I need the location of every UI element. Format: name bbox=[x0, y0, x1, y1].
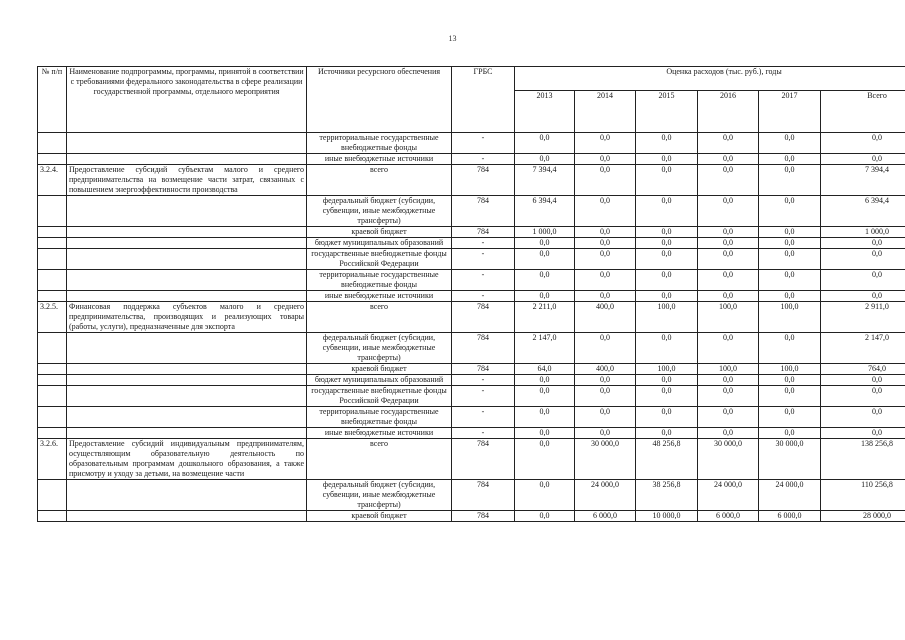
value-cell: 24 000,0 bbox=[575, 480, 636, 511]
row-name bbox=[67, 364, 307, 375]
table-row bbox=[38, 238, 905, 249]
value-cell: 0,0 bbox=[698, 238, 759, 249]
value-cell: 0,0 bbox=[515, 270, 575, 291]
table-row bbox=[38, 196, 905, 227]
table-row bbox=[38, 302, 905, 333]
row-index bbox=[38, 511, 67, 522]
value-cell: 0,0 bbox=[698, 375, 759, 386]
value-cell: 0,0 bbox=[636, 428, 698, 439]
value-cell: 0,0 bbox=[575, 133, 636, 154]
value-cell: 0,0 bbox=[698, 386, 759, 407]
total-cell: 138 256,8 bbox=[821, 439, 905, 480]
value-cell: 0,0 bbox=[759, 407, 821, 428]
value-cell: 0,0 bbox=[575, 270, 636, 291]
value-cell: 0,0 bbox=[636, 291, 698, 302]
table-row bbox=[38, 133, 905, 154]
value-cell: 0,0 bbox=[698, 227, 759, 238]
value-cell: 6 394,4 bbox=[515, 196, 575, 227]
value-cell: 0,0 bbox=[698, 428, 759, 439]
total-cell: 0,0 bbox=[821, 238, 905, 249]
value-cell: 0,0 bbox=[575, 375, 636, 386]
source-cell: иные внебюджетные источники bbox=[307, 291, 452, 302]
value-cell: 48 256,8 bbox=[636, 439, 698, 480]
total-cell: 110 256,8 bbox=[821, 480, 905, 511]
value-cell: 38 256,8 bbox=[636, 480, 698, 511]
value-cell: 0,0 bbox=[698, 165, 759, 196]
value-cell: 0,0 bbox=[515, 249, 575, 270]
value-cell: 0,0 bbox=[636, 154, 698, 165]
row-name bbox=[67, 333, 307, 364]
table-row bbox=[38, 386, 905, 407]
row-name bbox=[67, 480, 307, 511]
grbs-cell: 784 bbox=[452, 439, 515, 480]
source-cell: государственные внебюджетные фонды Российской Федерации bbox=[307, 386, 452, 407]
value-cell: 0,0 bbox=[698, 291, 759, 302]
grbs-cell: - bbox=[452, 249, 515, 270]
row-index bbox=[38, 291, 67, 302]
grbs-cell: - bbox=[452, 270, 515, 291]
value-cell: 10 000,0 bbox=[636, 511, 698, 522]
value-cell: 0,0 bbox=[698, 196, 759, 227]
grbs-cell: 784 bbox=[452, 480, 515, 511]
source-cell: краевой бюджет bbox=[307, 511, 452, 522]
value-cell: 100,0 bbox=[636, 364, 698, 375]
value-cell: 0,0 bbox=[575, 238, 636, 249]
grbs-cell: - bbox=[452, 238, 515, 249]
value-cell: 0,0 bbox=[759, 386, 821, 407]
row-index: 3.2.5. bbox=[38, 302, 67, 333]
table-row bbox=[38, 291, 905, 302]
row-name bbox=[67, 249, 307, 270]
value-cell: 0,0 bbox=[636, 333, 698, 364]
row-name bbox=[67, 386, 307, 407]
grbs-cell: - bbox=[452, 154, 515, 165]
value-cell: 0,0 bbox=[515, 291, 575, 302]
table-row bbox=[38, 407, 905, 428]
value-cell: 0,0 bbox=[636, 227, 698, 238]
value-cell: 0,0 bbox=[575, 291, 636, 302]
table-body bbox=[38, 133, 905, 522]
source-cell: территориальные государственные внебюджетные фонды bbox=[307, 270, 452, 291]
value-cell: 0,0 bbox=[575, 227, 636, 238]
value-cell: 0,0 bbox=[575, 428, 636, 439]
source-cell: территориальные государственные внебюджетные фонды bbox=[307, 407, 452, 428]
total-cell: 1 000,0 bbox=[821, 227, 905, 238]
source-cell: всего bbox=[307, 165, 452, 196]
value-cell: 0,0 bbox=[515, 480, 575, 511]
value-cell: 0,0 bbox=[575, 407, 636, 428]
row-index bbox=[38, 364, 67, 375]
value-cell: 0,0 bbox=[759, 165, 821, 196]
value-cell: 0,0 bbox=[636, 165, 698, 196]
grbs-cell: 784 bbox=[452, 333, 515, 364]
value-cell: 30 000,0 bbox=[698, 439, 759, 480]
value-cell: 0,0 bbox=[759, 428, 821, 439]
grbs-cell: 784 bbox=[452, 165, 515, 196]
value-cell: 0,0 bbox=[515, 375, 575, 386]
total-cell: 0,0 bbox=[821, 154, 905, 165]
value-cell: 0,0 bbox=[636, 375, 698, 386]
row-index bbox=[38, 480, 67, 511]
value-cell: 0,0 bbox=[698, 333, 759, 364]
source-cell: бюджет муниципальных образований bbox=[307, 238, 452, 249]
table-row bbox=[38, 165, 905, 196]
value-cell: 0,0 bbox=[515, 511, 575, 522]
value-cell: 0,0 bbox=[636, 196, 698, 227]
value-cell: 0,0 bbox=[698, 154, 759, 165]
source-cell: государственные внебюджетные фонды Российской Федерации bbox=[307, 249, 452, 270]
row-index bbox=[38, 407, 67, 428]
row-name bbox=[67, 238, 307, 249]
header-year: 2013 bbox=[515, 91, 575, 133]
value-cell: 0,0 bbox=[636, 386, 698, 407]
grbs-cell: - bbox=[452, 428, 515, 439]
source-cell: иные внебюджетные источники bbox=[307, 154, 452, 165]
budget-table bbox=[37, 66, 905, 522]
value-cell: 0,0 bbox=[698, 249, 759, 270]
value-cell: 0,0 bbox=[759, 249, 821, 270]
row-name bbox=[67, 375, 307, 386]
value-cell: 30 000,0 bbox=[759, 439, 821, 480]
row-index bbox=[38, 227, 67, 238]
value-cell: 0,0 bbox=[759, 196, 821, 227]
value-cell: 0,0 bbox=[636, 407, 698, 428]
total-cell: 0,0 bbox=[821, 249, 905, 270]
value-cell: 0,0 bbox=[759, 238, 821, 249]
row-name bbox=[67, 511, 307, 522]
row-index bbox=[38, 270, 67, 291]
value-cell: 0,0 bbox=[759, 375, 821, 386]
row-name: Предоставление субсидий субъектам малого и среднего предпринимательства на возмещение части затрат, связанных с повышением энергоэффективности производства bbox=[67, 165, 307, 196]
row-name bbox=[67, 407, 307, 428]
source-cell: всего bbox=[307, 439, 452, 480]
value-cell: 100,0 bbox=[759, 302, 821, 333]
source-cell: иные внебюджетные источники bbox=[307, 428, 452, 439]
row-index bbox=[38, 375, 67, 386]
grbs-cell: 784 bbox=[452, 511, 515, 522]
value-cell: 24 000,0 bbox=[698, 480, 759, 511]
value-cell: 64,0 bbox=[515, 364, 575, 375]
value-cell: 6 000,0 bbox=[759, 511, 821, 522]
value-cell: 0,0 bbox=[575, 165, 636, 196]
value-cell: 0,0 bbox=[759, 291, 821, 302]
header-year: 2015 bbox=[636, 91, 698, 133]
total-cell: 0,0 bbox=[821, 133, 905, 154]
value-cell: 0,0 bbox=[515, 407, 575, 428]
row-name bbox=[67, 133, 307, 154]
value-cell: 0,0 bbox=[698, 133, 759, 154]
value-cell: 0,0 bbox=[575, 154, 636, 165]
value-cell: 0,0 bbox=[515, 439, 575, 480]
source-cell: федеральный бюджет (субсидии, субвенции, иные межбюджетные трансферты) bbox=[307, 196, 452, 227]
source-cell: федеральный бюджет (субсидии, субвенции, иные межбюджетные трансферты) bbox=[307, 480, 452, 511]
value-cell: 0,0 bbox=[759, 333, 821, 364]
table-row bbox=[38, 364, 905, 375]
total-cell: 0,0 bbox=[821, 270, 905, 291]
grbs-cell: 784 bbox=[452, 302, 515, 333]
total-cell: 7 394,4 bbox=[821, 165, 905, 196]
row-name: Финансовая поддержка субъектов малого и среднего предпринимательства, производящих и реализующих товары (работы, услуги), предназначенные для экспорта bbox=[67, 302, 307, 333]
value-cell: 2 211,0 bbox=[515, 302, 575, 333]
header-year: 2016 bbox=[698, 91, 759, 133]
header-year: 2014 bbox=[575, 91, 636, 133]
value-cell: 0,0 bbox=[575, 196, 636, 227]
header-year: 2017 bbox=[759, 91, 821, 133]
row-index bbox=[38, 386, 67, 407]
grbs-cell: 784 bbox=[452, 196, 515, 227]
source-cell: краевой бюджет bbox=[307, 364, 452, 375]
value-cell: 0,0 bbox=[515, 386, 575, 407]
source-cell: территориальные государственные внебюджетные фонды bbox=[307, 133, 452, 154]
value-cell: 100,0 bbox=[636, 302, 698, 333]
row-index bbox=[38, 154, 67, 165]
row-name bbox=[67, 291, 307, 302]
header-total: Всего bbox=[821, 91, 905, 133]
page-number: 13 bbox=[448, 34, 457, 43]
value-cell: 0,0 bbox=[515, 154, 575, 165]
source-cell: всего bbox=[307, 302, 452, 333]
source-cell: федеральный бюджет (субсидии, субвенции, иные межбюджетные трансферты) bbox=[307, 333, 452, 364]
value-cell: 1 000,0 bbox=[515, 227, 575, 238]
table-row bbox=[38, 375, 905, 386]
table-row bbox=[38, 511, 905, 522]
grbs-cell: - bbox=[452, 133, 515, 154]
total-cell: 2 911,0 bbox=[821, 302, 905, 333]
header-number: № п/п bbox=[38, 67, 67, 133]
total-cell: 28 000,0 bbox=[821, 511, 905, 522]
grbs-cell: - bbox=[452, 407, 515, 428]
value-cell: 0,0 bbox=[636, 133, 698, 154]
total-cell: 6 394,4 bbox=[821, 196, 905, 227]
value-cell: 0,0 bbox=[515, 428, 575, 439]
value-cell: 100,0 bbox=[759, 364, 821, 375]
value-cell: 0,0 bbox=[636, 270, 698, 291]
total-cell: 0,0 bbox=[821, 407, 905, 428]
value-cell: 6 000,0 bbox=[698, 511, 759, 522]
source-cell: бюджет муниципальных образований bbox=[307, 375, 452, 386]
value-cell: 0,0 bbox=[575, 249, 636, 270]
header-source: Источники ресурсного обеспечения bbox=[307, 67, 452, 133]
value-cell: 400,0 bbox=[575, 364, 636, 375]
row-index bbox=[38, 333, 67, 364]
row-index bbox=[38, 249, 67, 270]
value-cell: 0,0 bbox=[575, 333, 636, 364]
value-cell: 30 000,0 bbox=[575, 439, 636, 480]
table-header bbox=[38, 67, 905, 133]
value-cell: 0,0 bbox=[759, 227, 821, 238]
table-row bbox=[38, 227, 905, 238]
value-cell: 0,0 bbox=[636, 249, 698, 270]
table-row bbox=[38, 480, 905, 511]
grbs-cell: - bbox=[452, 375, 515, 386]
value-cell: 7 394,4 bbox=[515, 165, 575, 196]
table-row bbox=[38, 154, 905, 165]
total-cell: 0,0 bbox=[821, 291, 905, 302]
value-cell: 0,0 bbox=[515, 238, 575, 249]
table-row bbox=[38, 249, 905, 270]
grbs-cell: - bbox=[452, 386, 515, 407]
table-row bbox=[38, 428, 905, 439]
value-cell: 6 000,0 bbox=[575, 511, 636, 522]
total-cell: 0,0 bbox=[821, 386, 905, 407]
value-cell: 24 000,0 bbox=[759, 480, 821, 511]
row-index bbox=[38, 196, 67, 227]
value-cell: 0,0 bbox=[636, 238, 698, 249]
row-name bbox=[67, 196, 307, 227]
row-name bbox=[67, 154, 307, 165]
row-index bbox=[38, 133, 67, 154]
value-cell: 400,0 bbox=[575, 302, 636, 333]
value-cell: 2 147,0 bbox=[515, 333, 575, 364]
source-cell: краевой бюджет bbox=[307, 227, 452, 238]
total-cell: 2 147,0 bbox=[821, 333, 905, 364]
value-cell: 0,0 bbox=[698, 270, 759, 291]
table-row bbox=[38, 439, 905, 480]
value-cell: 0,0 bbox=[759, 154, 821, 165]
total-cell: 0,0 bbox=[821, 375, 905, 386]
value-cell: 100,0 bbox=[698, 364, 759, 375]
value-cell: 0,0 bbox=[759, 270, 821, 291]
total-cell: 0,0 bbox=[821, 428, 905, 439]
grbs-cell: - bbox=[452, 291, 515, 302]
row-name: Предоставление субсидий индивидуальным предпринимателям, осуществляющим образовательную деятельность по образовательным программам дошкольного образования, а также присмотру и уходу за детьми, на возмещение части bbox=[67, 439, 307, 480]
row-index: 3.2.4. bbox=[38, 165, 67, 196]
table-row bbox=[38, 270, 905, 291]
table-row bbox=[38, 333, 905, 364]
header-estimate: Оценка расходов (тыс. руб.), годы bbox=[515, 67, 905, 91]
value-cell: 0,0 bbox=[759, 133, 821, 154]
value-cell: 0,0 bbox=[575, 386, 636, 407]
grbs-cell: 784 bbox=[452, 364, 515, 375]
header-name: Наименование подпрограммы, программы, принятой в соответствии с требованиями федерального законодательства в сфере реализации государственной программы, отдельного мероприятия bbox=[67, 67, 307, 133]
row-name bbox=[67, 270, 307, 291]
row-index bbox=[38, 238, 67, 249]
value-cell: 0,0 bbox=[698, 407, 759, 428]
row-index bbox=[38, 428, 67, 439]
row-index: 3.2.6. bbox=[38, 439, 67, 480]
value-cell: 100,0 bbox=[698, 302, 759, 333]
grbs-cell: 784 bbox=[452, 227, 515, 238]
value-cell: 0,0 bbox=[515, 133, 575, 154]
row-name bbox=[67, 227, 307, 238]
row-name bbox=[67, 428, 307, 439]
total-cell: 764,0 bbox=[821, 364, 905, 375]
header-grbs: ГРБС bbox=[452, 67, 515, 133]
